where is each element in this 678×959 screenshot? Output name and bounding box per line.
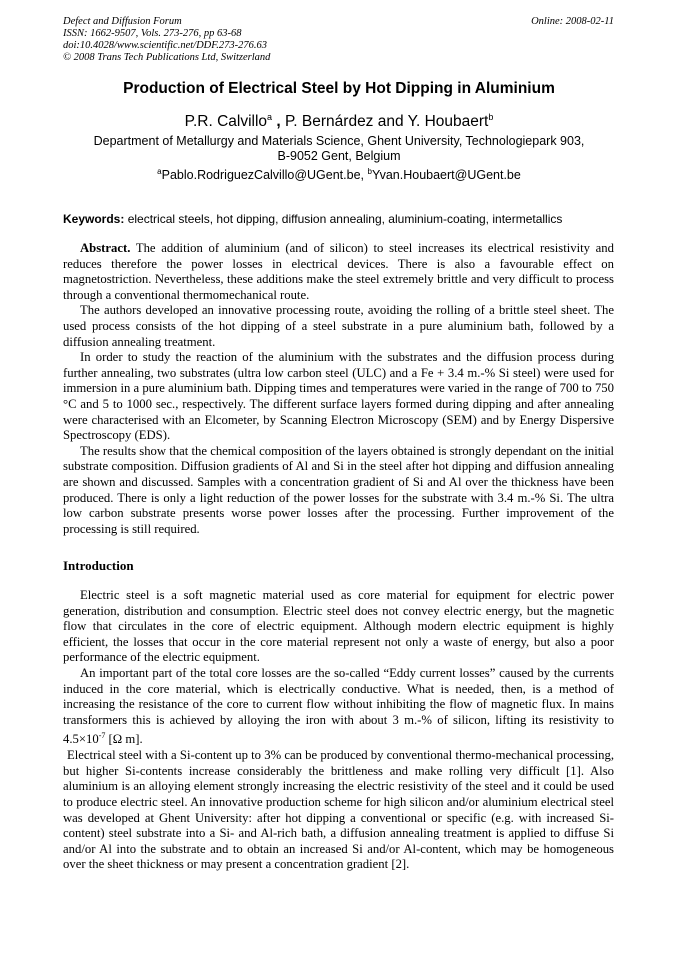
- abstract-label: Abstract.: [80, 241, 131, 255]
- doi-line: doi:10.4028/www.scientific.net/DDF.273-276.63: [63, 40, 268, 51]
- email-sup: a: [157, 167, 162, 176]
- abstract-paragraph: [63, 241, 614, 303]
- keywords-text: electrical steels, hot dipping, diffusion annealing, aluminium-coating, intermetallics: [124, 212, 563, 226]
- keywords: [63, 212, 623, 226]
- abstract-paragraph: In order to study the reaction of the aluminium with the substrates and the diffusion process during further annealing, two substrates (ultra low carbon steel (ULC) and a Fe + 3.4 m.-% Si steel) were used for immersion in a pure aluminium bath. Dipping times and temperatures were varied in the range of 700 to 750 °C and 5 to 1000 sec., respectively. The different surface layers formed during dipping and after annealing were characterised with an Elcometer, by Scanning Electron Microscopy (SEM) and by Energy Dispersive Spectroscopy (EDS).: [63, 350, 614, 443]
- copyright-line: © 2008 Trans Tech Publications Ltd, Switzerland: [63, 52, 271, 63]
- journal-header: [63, 16, 270, 64]
- email-link[interactable]: Pablo.RodriguezCalvillo@UGent.be,: [161, 168, 368, 183]
- online-date: Online: 2008-02-11: [531, 16, 614, 27]
- keywords-label: Keywords:: [63, 212, 125, 226]
- journal-name: Defect and Diffusion Forum: [63, 16, 182, 27]
- email-sup: b: [367, 167, 372, 176]
- author-line: [0, 112, 678, 131]
- intro-paragraph: Electric steel is a soft magnetic material used as core material for equipment for electric power generation, distribution and consumption. Electric steel does not convey electric energy, but the magnetic flow that circulates in the core of electric equipment. Although modern electric equipment is highly efficient, the losses that occur in the core material represent not only a waste of energy, but also a poor performance of the electric equipment.: [63, 588, 614, 665]
- exponent: -7: [98, 731, 106, 741]
- author-sup: b: [488, 112, 494, 122]
- paragraph-text: The addition of aluminium (and of silicon) to steel increases its electrical resistivity and reduces therefore the power losses in electrical devices. There is also a favourable effect on magnetostriction. Nevertheless, these additions make the steel extremely brittle and very difficult to process through a conventional thermomechanical route.: [63, 241, 614, 302]
- author-names: P. Bernárdez and Y. Houbaert: [284, 113, 489, 131]
- paper-title: Production of Electrical Steel by Hot Dipping in Aluminium: [123, 80, 555, 97]
- author-name: P.R. Calvillo: [184, 113, 268, 131]
- paragraph-text: [Ω m].: [105, 732, 143, 747]
- section-heading: Introduction: [63, 558, 134, 573]
- author-sup: a: [267, 112, 273, 122]
- intro-paragraph: Electrical steel with a Si-content up to 3% can be produced by conventional thermo-mechanical processing, but higher Si-contents increase considerably the brittleness and make rolling very difficult [1]. Also aluminium is an alloying element strongly increasing the electric resistivity of the steel and it could be used to produce electric steel. An innovative production scheme for high silicon and/or aluminium electrical steel was developed at Ghent University: after hot dipping a conventional or specific (e.g. with increased Si-content) steel substrate into a Si- and Al-rich bath, a diffusion annealing treatment is applied to diffuse Si and/or Al into the substrate and to obtain an increased Si and/or Al-content, which may be homogeneous over the sheet thickness or may present a concentration gradient [2].: [63, 748, 614, 872]
- affiliation-line: Department of Metallurgy and Materials Science, Ghent University, Technologiepark 903,: [93, 134, 585, 148]
- affiliation-line: B-9052 Gent, Belgium: [277, 149, 401, 163]
- author-separator: ,: [272, 113, 285, 131]
- intro-paragraph: [63, 666, 614, 748]
- abstract: [63, 241, 614, 537]
- introduction-body: [63, 588, 614, 873]
- abstract-paragraph: The results show that the chemical composition of the layers obtained is strongly dependant on the initial substrate composition. Diffusion gradients of Al and Si in the steel after hot dipping and diffusion annealing are shown and discussed. Samples with a concentration gradient of Si and Al over the thickness have been produced. There is only a light reduction of the power losses for the substrate with 3.4 m.-% Si. The ultra low carbon substrate presents worse power losses after the processing. Further improvement of the processing is still required.: [63, 443, 614, 536]
- affiliation: [0, 134, 678, 183]
- email-line: [0, 164, 678, 183]
- abstract-paragraph: The authors developed an innovative processing route, avoiding the rolling of a brittle steel sheet. The used process consists of the hot dipping of a steel substrate in a pure aluminium bath, followed by a diffusion annealing treatment.: [63, 303, 614, 349]
- paragraph-text: An important part of the total core losses are the so-called “Eddy current losses” caused by the currents induced in the core material, which is electrically conductive. What is needed, then, is a method of increasing the resistance of the core to current flow without inhibiting the flow of magnetic flux. In mains transformers this is achieved by alloying the iron with about 3 m.-% of silicon, lifting its resistivity to 4.5×10: [63, 665, 614, 747]
- email-link[interactable]: Yvan.Houbaert@UGent.be: [371, 168, 521, 183]
- issn-line: ISSN: 1662-9507, Vols. 273-276, pp 63-68: [63, 28, 242, 39]
